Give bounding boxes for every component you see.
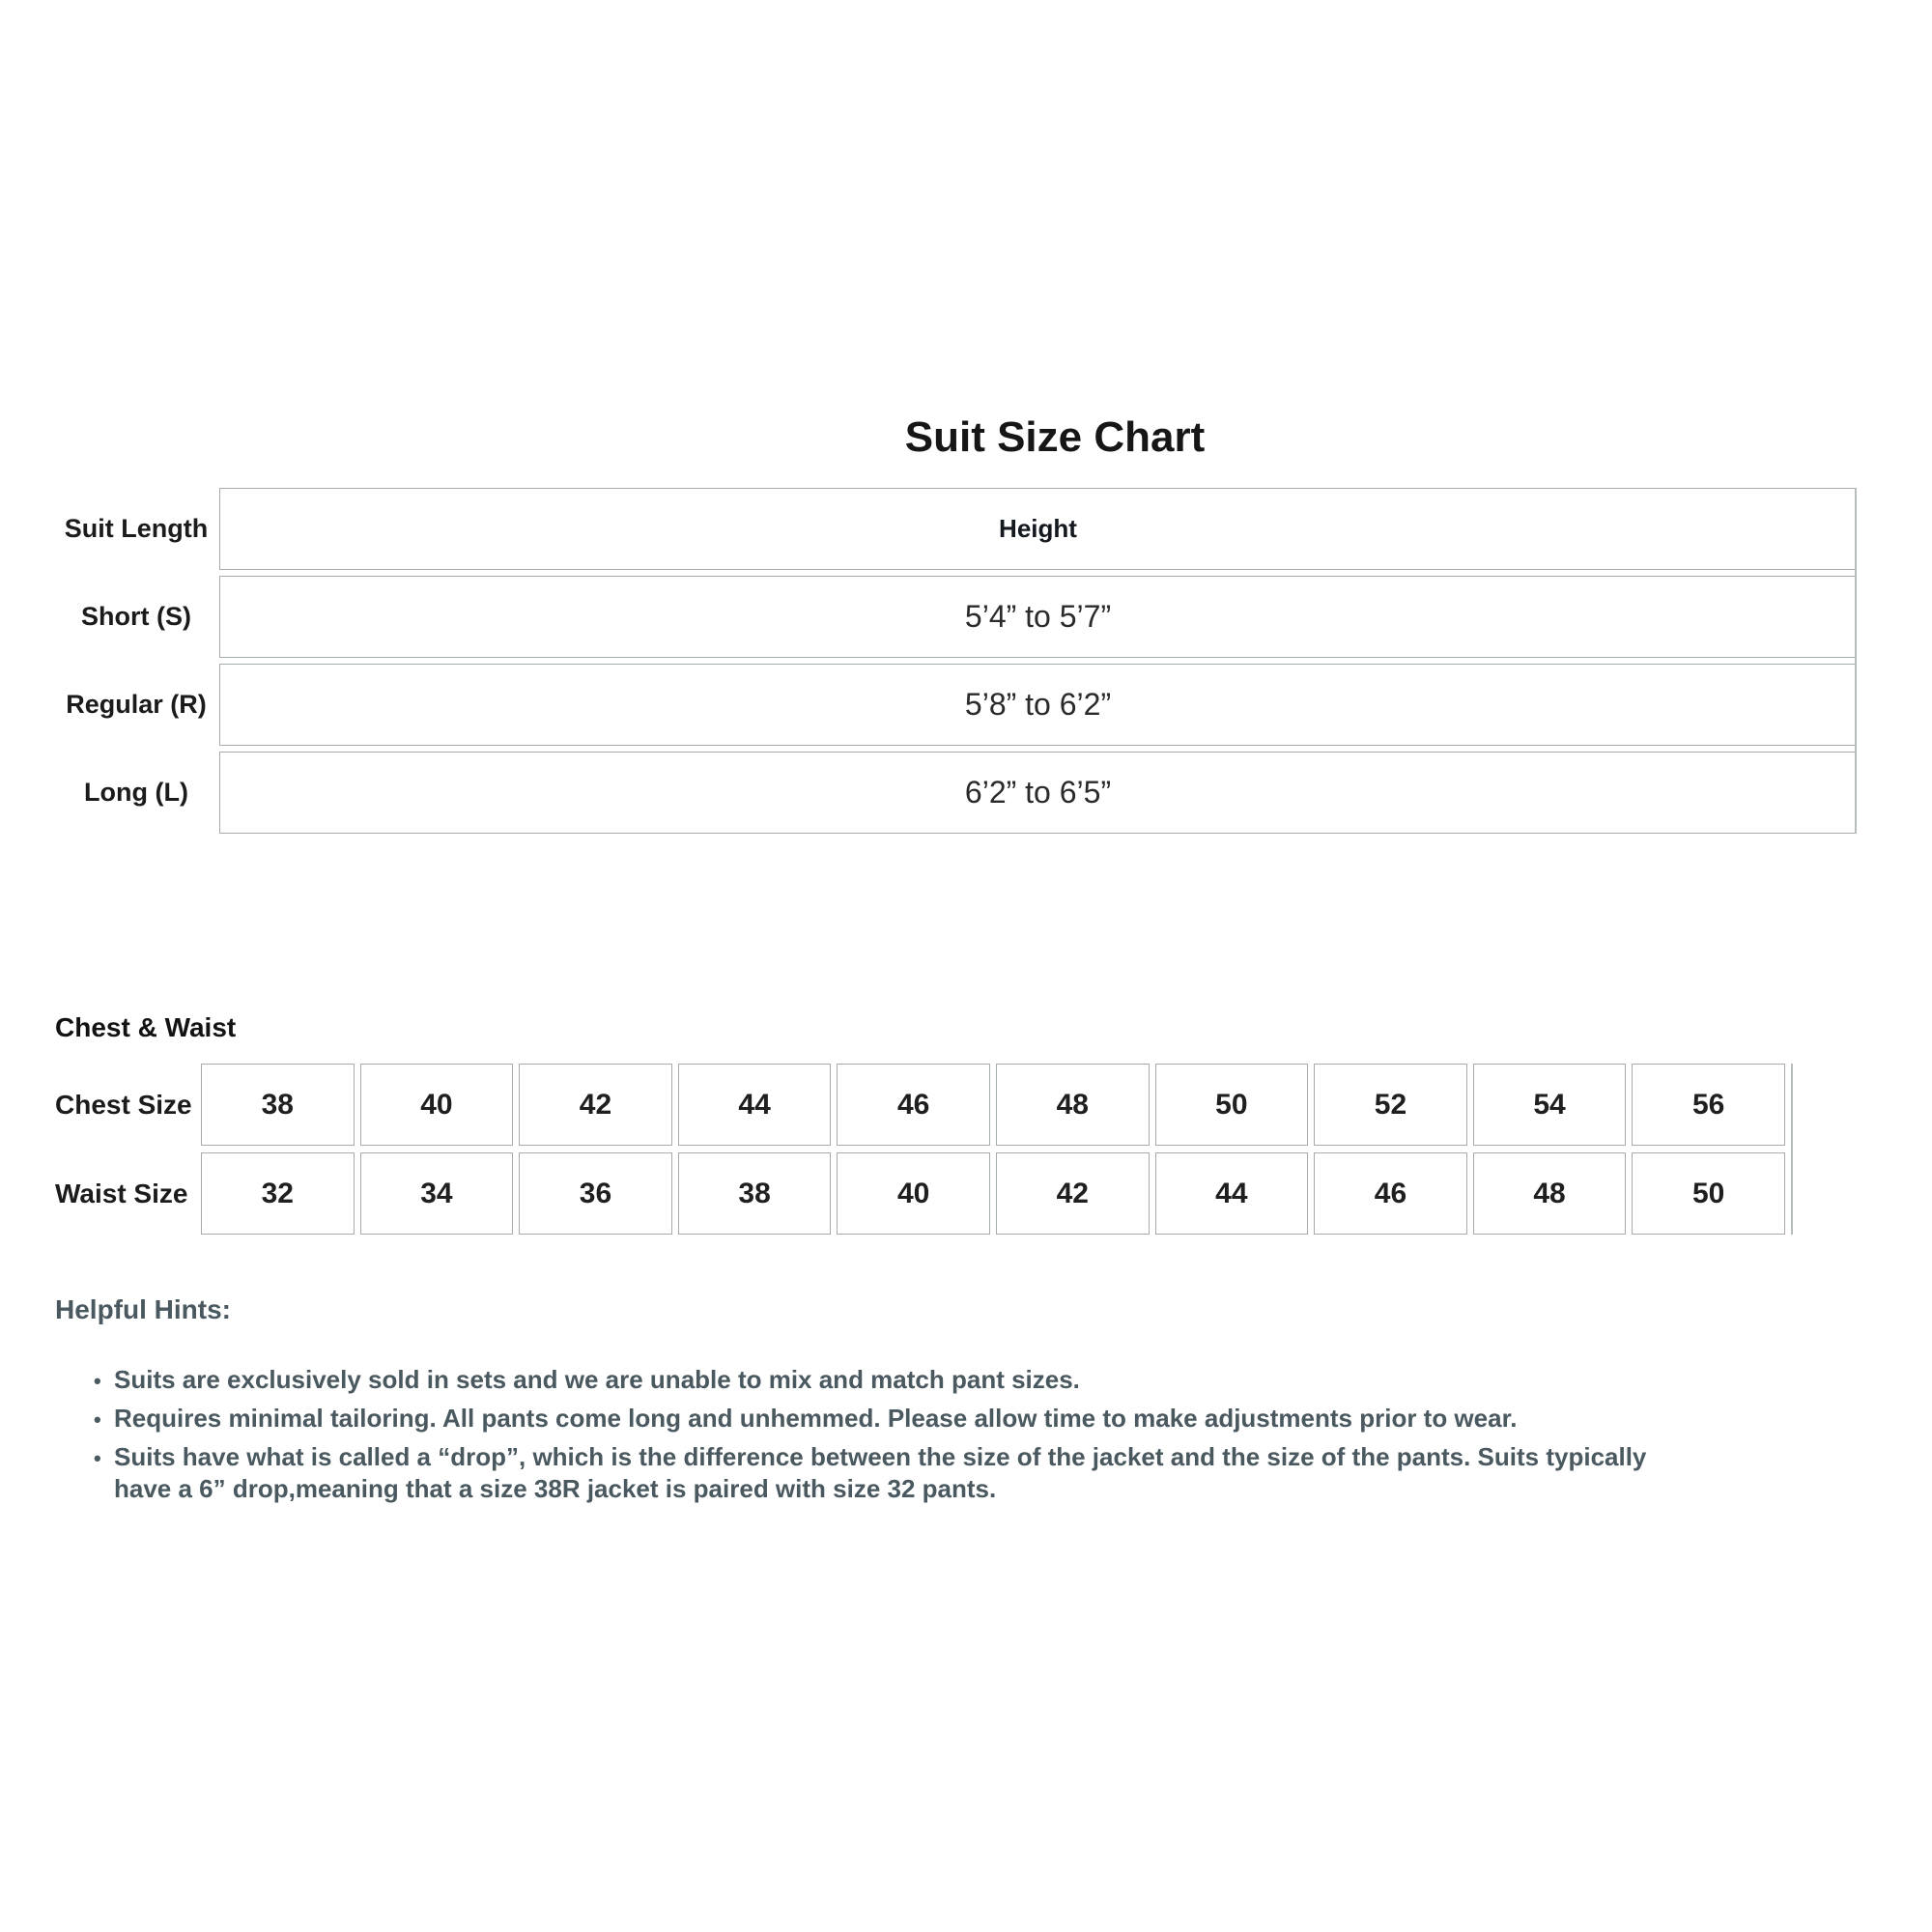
row-label-regular: Regular (R) — [66, 690, 207, 719]
chest-size-cells — [201, 1064, 1785, 1146]
chest-waist-table — [55, 1064, 1793, 1241]
table-row-header — [53, 488, 1857, 570]
hint-text: Suits have what is called a “drop”, which is the difference between the size of the jacket and the size of the pants. Suits typically have a 6” drop,meaning that a size 38R jacket is paired with size 32 pants. — [114, 1442, 1647, 1503]
helpful-hints-section — [55, 1294, 1678, 1512]
height-value-cell: 6’2” to 6’5” — [219, 752, 1857, 834]
hint-item — [92, 1364, 1660, 1396]
hint-item — [92, 1441, 1660, 1505]
waist-size-cell: 32 — [201, 1152, 355, 1235]
suit-length-table — [53, 488, 1857, 839]
waist-size-cells — [201, 1152, 1785, 1235]
hint-text: Requires minimal tailoring. All pants come long and unhemmed. Please allow time to make adjustments prior to wear. — [114, 1404, 1518, 1433]
table-right-edge-line — [1791, 1064, 1793, 1235]
hint-item — [92, 1403, 1660, 1435]
chest-size-cell: 44 — [678, 1064, 832, 1146]
waist-size-cell: 44 — [1155, 1152, 1309, 1235]
chest-waist-heading: Chest & Waist — [55, 1012, 237, 1042]
waist-size-cell: 40 — [837, 1152, 990, 1235]
height-value-cell: 5’8” to 6’2” — [219, 664, 1857, 746]
height-value-cell: 5’4” to 5’7” — [219, 576, 1857, 658]
waist-size-cell: 48 — [1473, 1152, 1627, 1235]
helpful-hints-heading: Helpful Hints: — [55, 1294, 231, 1324]
chest-size-cell: 52 — [1314, 1064, 1467, 1146]
chest-size-cell: 48 — [996, 1064, 1150, 1146]
page-title: Suit Size Chart — [904, 413, 1206, 461]
chest-size-label: Chest Size — [55, 1089, 192, 1120]
waist-size-cell: 38 — [678, 1152, 832, 1235]
table-row-regular — [53, 664, 1857, 746]
chest-size-cell: 40 — [360, 1064, 514, 1146]
waist-size-row — [55, 1152, 1793, 1235]
chest-size-cell: 50 — [1155, 1064, 1309, 1146]
table-right-edge-line — [1855, 488, 1857, 834]
table-row-short — [53, 576, 1857, 658]
chest-size-cell: 38 — [201, 1064, 355, 1146]
bullet-icon: • — [94, 1369, 101, 1393]
bullet-icon: • — [94, 1407, 101, 1432]
height-header-cell: Height — [219, 488, 1857, 570]
chest-size-cell: 46 — [837, 1064, 990, 1146]
table-row-long — [53, 752, 1857, 834]
waist-size-cell: 50 — [1632, 1152, 1785, 1235]
waist-size-cell: 36 — [519, 1152, 672, 1235]
waist-size-cell: 46 — [1314, 1152, 1467, 1235]
row-label-short: Short (S) — [81, 602, 191, 631]
bullet-icon: • — [94, 1446, 101, 1470]
waist-size-label: Waist Size — [55, 1178, 188, 1208]
hint-text: Suits are exclusively sold in sets and we are unable to mix and match pant sizes. — [114, 1365, 1080, 1394]
waist-size-cell: 34 — [360, 1152, 514, 1235]
chest-size-cell: 54 — [1473, 1064, 1627, 1146]
suit-length-header-label: Suit Length — [64, 514, 209, 543]
chest-size-cell: 42 — [519, 1064, 672, 1146]
chest-size-cell: 56 — [1632, 1064, 1785, 1146]
waist-size-cell: 42 — [996, 1152, 1150, 1235]
chest-size-row — [55, 1064, 1793, 1146]
row-label-long: Long (L) — [84, 778, 188, 807]
